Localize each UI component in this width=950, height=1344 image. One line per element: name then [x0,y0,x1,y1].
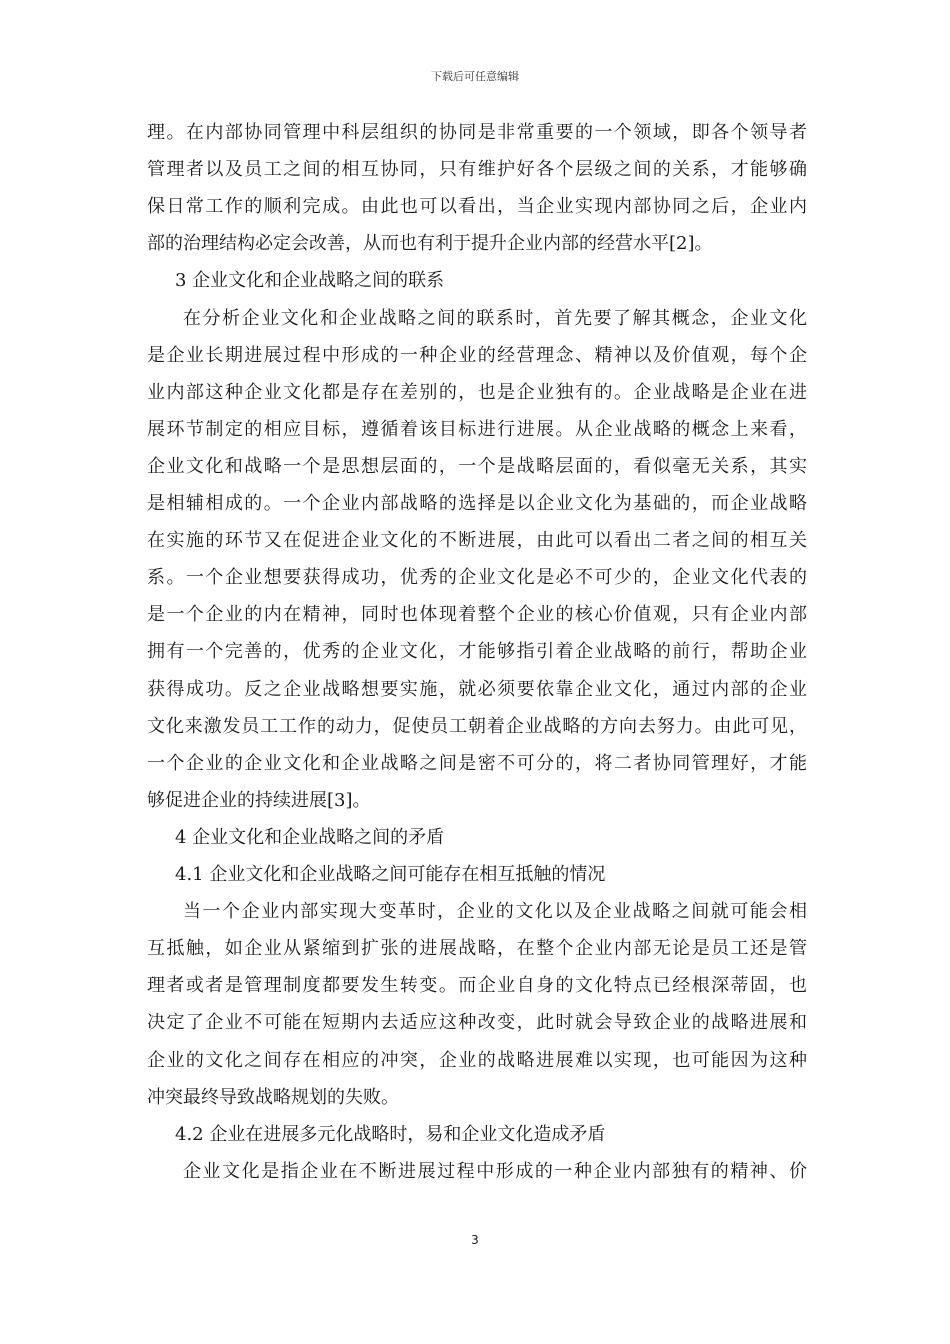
text-line: 企业的文化之间存在相应的冲突，企业的战略进展难以实现，也可能因为这种 [147,1050,807,1071]
section-heading: 3 企业文化和企业战略之间的联系 [175,270,445,291]
text-line: 保日常工作的顺利完成。由此也可以看出，当企业实现内部协同之后，企业内 [147,196,807,217]
text-line: 部的治理结构必定会改善，从而也有利于提升企业内部的经营水平[2]。 [147,233,713,254]
text-line: 管理者以及员工之间的相互协同，只有维护好各个层级之间的关系，才能够确 [147,159,807,180]
text-line: 获得成功。反之企业战略想要实施，就必须要依靠企业文化，通过内部的企业 [147,679,807,700]
text-line: 系。一个企业想要获得成功，优秀的企业文化是必不可少的，企业文化代表的 [147,567,807,588]
text-line: 展环节制定的相应目标，遵循着该目标进行进展。从企业战略的概念上来看， [147,419,807,440]
text-line: 是企业长期进展过程中形成的一种企业的经营理念、精神以及价值观，每个企 [147,345,807,366]
text-line: 企业文化是指企业在不断进展过程中形成的一种企业内部独有的精神、价 [183,1161,807,1182]
text-line: 够促进企业的持续进展[3]。 [147,790,371,811]
text-line: 互抵触，如企业从紧缩到扩张的进展战略，在整个企业内部无论是员工还是管 [147,938,807,959]
text-line: 一个企业的企业文化和企业战略之间是密不可分的，将二者协同管理好，才能 [147,753,807,774]
text-line: 在分析企业文化和企业战略之间的联系时，首先要了解其概念，企业文化 [183,308,807,329]
text-line: 是相辅相成的。一个企业内部战略的选择是以企业文化为基础的，而企业战略 [147,493,807,514]
text-line: 拥有一个完善的，优秀的企业文化，才能够指引着企业战略的前行，帮助企业 [147,641,807,662]
section-heading: 4.1 企业文化和企业战略之间可能存在相互抵触的情况 [175,864,606,885]
text-line: 理者或者是管理制度都要发生转变。而企业自身的文化特点已经根深蒂固，也 [147,975,807,996]
text-line: 理。在内部协同管理中科层组织的协同是非常重要的一个领域，即各个领导者 [147,122,807,143]
section-heading: 4 企业文化和企业战略之间的矛盾 [175,827,445,848]
text-line: 决定了企业不可能在短期内去适应这种改变，此时就会导致企业的战略进展和 [147,1012,807,1033]
text-line: 在实施的环节又在促进企业文化的不断进展，由此可以看出二者之间的相互关 [147,530,807,551]
section-heading: 4.2 企业在进展多元化战略时，易和企业文化造成矛盾 [175,1124,606,1145]
text-line: 当一个企业内部实现大变革时，企业的文化以及企业战略之间就可能会相 [183,901,807,922]
page-header: 下载后可任意编辑 [431,70,519,83]
text-line: 企业文化和战略一个是思想层面的，一个是战略层面的，看似毫无关系，其实 [147,456,807,477]
page-number: 3 [471,1233,479,1247]
text-line: 是一个企业的内在精神，同时也体现着整个企业的核心价值观，只有企业内部 [147,604,807,625]
text-line: 冲突最终导致战略规划的失败。 [147,1087,399,1108]
text-line: 业内部这种企业文化都是存在差别的，也是企业独有的。企业战略是企业在进 [147,382,807,403]
text-line: 文化来激发员工工作的动力，促使员工朝着企业战略的方向去努力。由此可见， [147,716,807,737]
